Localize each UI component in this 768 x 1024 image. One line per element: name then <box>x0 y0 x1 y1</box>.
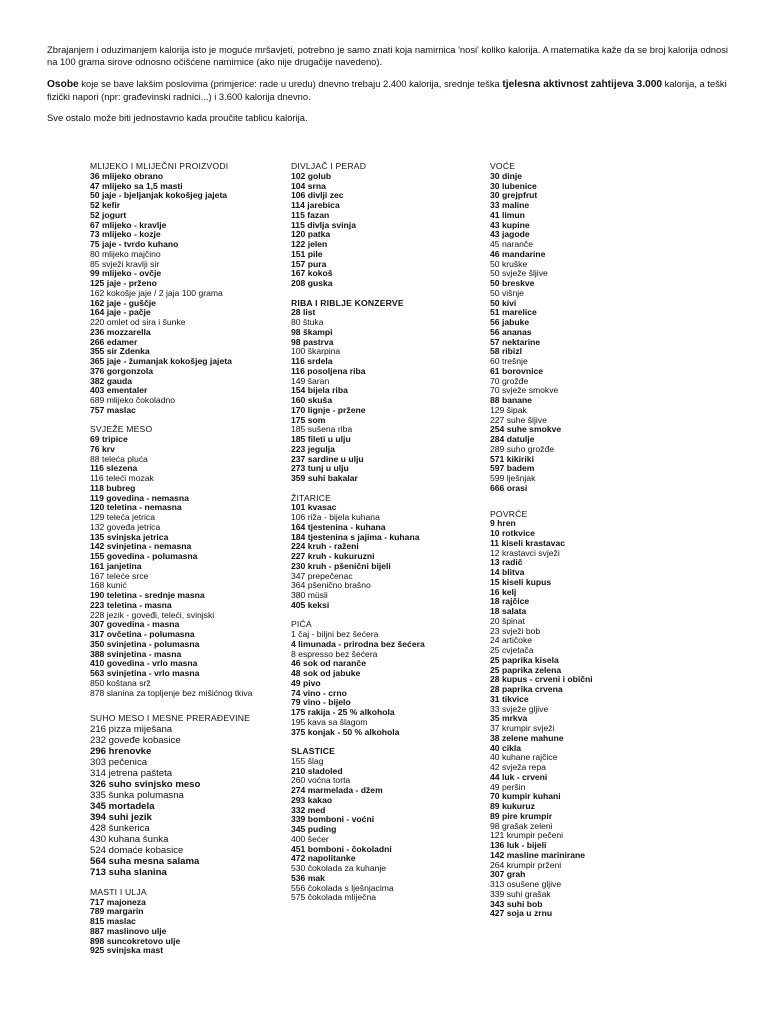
food-calorie-entry: 184 tjestenina s jajima - kuhana <box>291 531 420 542</box>
food-calorie-entry: 98 grašak zeleni <box>490 820 553 831</box>
food-calorie-entry: 210 sladoled <box>291 765 343 776</box>
food-calorie-entry: 61 borovnice <box>490 365 544 376</box>
food-category-section <box>90 714 285 878</box>
category-heading: RIBA I RIBLJE KONZERVE <box>291 297 404 308</box>
food-calorie-entry: 380 müsli <box>291 590 328 600</box>
food-calorie-entry: 161 janjetina <box>90 560 142 571</box>
food-category-section <box>90 888 285 956</box>
food-calorie-entry: 230 kruh - pšenični bijeli <box>291 560 391 571</box>
food-calorie-entry: 13 radič <box>490 557 523 568</box>
food-calorie-entry: 382 gauda <box>90 375 133 386</box>
food-calorie-entry: 60 trešnje <box>490 356 528 366</box>
calorie-column-3 <box>490 162 690 929</box>
food-calorie-entry: 185 fileti u ulju <box>291 434 351 444</box>
food-calorie-entry: 104 srna <box>291 180 326 191</box>
food-calorie-entry: 224 kruh - raženi <box>291 541 359 552</box>
food-calorie-entry: 30 grejpfrut <box>490 190 538 201</box>
food-calorie-entry: 120 patka <box>291 229 331 240</box>
food-calorie-entry: 339 suhi grašak <box>490 888 551 899</box>
food-calorie-entry: 38 zelene mahune <box>490 732 564 743</box>
category-heading: SLASTICE <box>291 746 336 756</box>
food-calorie-entry: 12 krastavci svježi <box>490 547 560 558</box>
food-calorie-entry: 195 kava sa šlagom <box>291 716 368 727</box>
food-calorie-entry: 289 suho grožđe <box>490 443 555 454</box>
food-calorie-entry: 347 prepečenac <box>291 570 353 581</box>
food-calorie-entry: 10 rotkvice <box>490 528 535 538</box>
food-calorie-entry: 208 guska <box>291 278 333 288</box>
food-calorie-entry: 160 skuša <box>291 395 333 405</box>
food-calorie-entry: 216 pizza miješana <box>90 724 173 735</box>
food-calorie-entry: 898 suncokretovo ulje <box>90 935 181 946</box>
food-calorie-entry: 50 kivi <box>490 297 517 308</box>
food-calorie-entry: 293 kakao <box>291 794 333 805</box>
food-calorie-entry: 28 paprika crvena <box>490 684 563 694</box>
food-calorie-entry: 350 svinjetina - polumasna <box>90 638 200 649</box>
food-calorie-entry: 157 pura <box>291 258 327 269</box>
food-calorie-entry: 106 divlji zec <box>291 190 344 201</box>
food-calorie-entry: 597 badem <box>490 463 535 474</box>
food-calorie-entry: 162 kokošje jaje / 2 jaja 100 grama <box>90 287 223 298</box>
food-calorie-entry: 236 mozzarella <box>90 326 151 337</box>
food-calorie-entry: 430 kuhana šunka <box>90 834 169 845</box>
food-calorie-entry: 20 špinat <box>490 615 525 626</box>
food-calorie-entry: 339 bomboni - voćni <box>291 814 375 825</box>
food-category-section <box>90 162 285 416</box>
food-calorie-entry: 89 pire krumpir <box>490 810 553 821</box>
food-calorie-entry: 135 svinjska jetrica <box>90 531 169 542</box>
food-calorie-entry: 25 cvjetača <box>490 645 534 655</box>
food-calorie-entry: 335 šunka polumasna <box>90 790 184 801</box>
food-calorie-entry: 925 svinjska mast <box>90 945 164 956</box>
food-calorie-entry: 50 svježe šljive <box>490 268 548 279</box>
food-calorie-entry: 1 čaj - biljni bez šećera <box>291 629 379 639</box>
food-calorie-entry: 427 soja u zrnu <box>490 908 553 919</box>
food-calorie-entry: 266 edamer <box>90 336 138 347</box>
food-category-section <box>291 747 486 903</box>
category-heading: POVRĆE <box>490 508 528 519</box>
food-calorie-entry: 296 hrenovke <box>90 746 152 757</box>
food-calorie-entry: 376 gorgonzola <box>90 365 154 376</box>
category-heading: MLIJEKO I MLIJEČNI PROIZVODI <box>90 161 229 171</box>
food-calorie-entry: 70 svježe smokve <box>490 385 559 396</box>
food-calorie-entry: 260 voćna torta <box>291 775 351 786</box>
food-calorie-entry: 190 teletina - srednje masna <box>90 590 205 600</box>
food-calorie-entry: 52 kefir <box>90 200 121 210</box>
food-calorie-entry: 11 kiseli krastavac <box>490 537 566 548</box>
food-calorie-entry: 375 konjak - 50 % alkohola <box>291 726 400 737</box>
food-calorie-entry: 50 breskve <box>490 278 535 288</box>
food-category-section <box>490 510 690 920</box>
food-calorie-entry: 129 teleća jetrica <box>90 512 155 522</box>
food-calorie-entry: 689 mlijeko čokoladno <box>90 395 176 405</box>
food-calorie-entry: 345 puding <box>291 824 337 834</box>
food-calorie-entry: 75 jaje - tvrdo kuhano <box>90 239 179 249</box>
food-calorie-entry: 23 svježi bob <box>490 625 541 636</box>
food-calorie-entry: 850 koštana srž <box>90 677 151 688</box>
food-calorie-entry: 50 kruške <box>490 258 528 269</box>
food-calorie-entry: 41 limun <box>490 209 525 220</box>
food-calorie-entry: 30 dinje <box>490 170 522 181</box>
food-calorie-entry: 51 marelice <box>490 307 537 318</box>
food-calorie-entry: 878 slanina za topljenje bez mišićnog tkiva <box>90 687 253 698</box>
food-calorie-entry: 175 rakija - 25 % alkohola <box>291 707 395 717</box>
food-calorie-entry: 237 sardine u ulju <box>291 453 364 464</box>
food-calorie-entry: 18 salata <box>490 606 527 616</box>
food-calorie-entry: 35 mrkva <box>490 713 528 724</box>
food-calorie-entry: 46 sok od naranče <box>291 658 366 669</box>
food-calorie-entry: 116 slezena <box>90 463 138 474</box>
food-calorie-entry: 49 pivo <box>291 677 321 688</box>
food-calorie-entry: 114 jarebica <box>291 200 340 210</box>
food-calorie-entry: 74 vino - crno <box>291 687 347 698</box>
food-calorie-entry: 57 nektarine <box>490 336 541 347</box>
food-calorie-entry: 154 bijela riba <box>291 385 348 396</box>
food-calorie-entry: 254 suhe smokve <box>490 424 562 435</box>
food-calorie-entry: 125 jaje - prženo <box>90 278 157 288</box>
food-calorie-entry: 451 bomboni - čokoladni <box>291 843 392 854</box>
food-calorie-entry: 15 kiseli kupus <box>490 576 552 587</box>
food-calorie-entry: 116 teleći mozak <box>90 473 154 483</box>
intro-paragraph-daily-needs <box>47 78 737 103</box>
food-calorie-entry: 388 svinjetina - masna <box>90 648 182 659</box>
food-calorie-entry: 313 osušene gljive <box>490 879 562 889</box>
food-calorie-entry: 129 šipak <box>490 404 527 415</box>
food-calorie-entry: 332 med <box>291 804 326 815</box>
food-calorie-entry: 28 kupus - crveni i obični <box>490 674 593 685</box>
food-calorie-entry: 25 paprika zelena <box>490 664 562 675</box>
food-calorie-entry: 530 čokolada za kuhanje <box>291 863 387 873</box>
food-calorie-entry: 274 marmelada - džem <box>291 785 383 795</box>
food-calorie-entry: 167 kokoš <box>291 268 333 279</box>
food-calorie-entry: 365 jaje - žumanjak kokošjeg jajeta <box>90 356 232 366</box>
food-calorie-entry: 102 golub <box>291 170 332 181</box>
food-calorie-entry: 100 škarpina <box>291 346 341 357</box>
food-calorie-entry: 314 jetrena pašteta <box>90 768 173 779</box>
food-category-section <box>90 425 285 698</box>
food-calorie-entry: 345 mortadela <box>90 801 155 812</box>
food-category-section <box>291 620 486 737</box>
food-calorie-entry: 24 artičoke <box>490 635 533 646</box>
food-calorie-entry: 42 svježa repa <box>490 762 546 772</box>
food-calorie-entry: 37 krumpir svježi <box>490 723 555 733</box>
category-heading: MASTI I ULJA <box>90 886 147 897</box>
food-calorie-entry: 88 teleća pluća <box>90 453 148 464</box>
food-calorie-entry: 524 domaće kobasice <box>90 845 184 856</box>
food-calorie-entry: 264 krumpir prženi <box>490 859 562 870</box>
food-calorie-entry: 40 kuhane rajčice <box>490 752 558 763</box>
intro-text-part: koje se bave lakšim poslovima (primjerice: rade u uredu) dnevno trebaju 2.400 kalorija, srednje teška <box>78 78 503 89</box>
food-calorie-entry: 70 grožđe <box>490 375 529 386</box>
food-calorie-entry: 428 šunkerica <box>90 823 150 834</box>
food-calorie-entry: 122 jelen <box>291 239 328 249</box>
food-calorie-entry: 815 maslac <box>90 916 136 926</box>
food-calorie-entry: 400 šećer <box>291 833 329 844</box>
food-calorie-entry: 56 ananas <box>490 326 532 337</box>
food-calorie-entry: 223 jegulja <box>291 443 335 454</box>
food-calorie-entry: 164 tjestenina - kuhana <box>291 521 386 532</box>
calorie-column-2 <box>291 162 486 913</box>
category-heading: VOĆE <box>490 161 516 171</box>
food-calorie-entry: 48 sok od jabuke <box>291 668 361 678</box>
food-calorie-entry: 717 majoneza <box>90 896 146 907</box>
food-calorie-entry: 98 škampi <box>291 326 333 337</box>
food-calorie-entry: 220 omlet od sira i šunke <box>90 317 186 327</box>
food-calorie-entry: 155 šlag <box>291 755 324 766</box>
food-category-section <box>291 162 486 289</box>
food-calorie-entry: 326 suho svinjsko meso <box>90 779 201 790</box>
food-calorie-entry: 175 som <box>291 414 326 425</box>
food-calorie-entry: 33 maline <box>490 200 530 210</box>
food-calorie-entry: 170 lignje - pržene <box>291 404 366 415</box>
food-category-section <box>490 162 690 494</box>
food-calorie-entry: 405 keksi <box>291 599 330 610</box>
food-calorie-entry: 47 mlijeko sa 1,5 masti <box>90 180 183 191</box>
food-calorie-entry: 403 ementaler <box>90 385 148 396</box>
food-calorie-entry: 31 tikvice <box>490 693 529 704</box>
food-calorie-entry: 98 pastrva <box>291 336 334 347</box>
food-calorie-entry: 80 mlijeko majčino <box>90 248 161 259</box>
food-calorie-entry: 151 pile <box>291 248 323 259</box>
food-calorie-entry: 79 vino - bijelo <box>291 697 351 708</box>
food-calorie-entry: 4 limunada - prirodna bez šećera <box>291 638 425 649</box>
food-calorie-entry: 28 list <box>291 307 316 318</box>
food-calorie-entry: 50 jaje - bjeljanjak kokošjeg jajeta <box>90 190 228 201</box>
food-calorie-entry: 599 lješnjak <box>490 473 536 483</box>
food-calorie-entry: 76 krv <box>90 443 115 454</box>
intro-text-part: kalorija, a teški fizički napori (npr: građevinski radnici...) i 3.600 kalorija dnevno. <box>47 78 727 102</box>
food-calorie-entry: 713 suha slanina <box>90 867 167 878</box>
food-calorie-entry: 355 sir Zdenka <box>90 346 150 357</box>
food-calorie-entry: 556 čokolada s lješnjacima <box>291 882 394 893</box>
food-calorie-entry: 44 luk - crveni <box>490 771 548 782</box>
food-calorie-entry: 118 bubreg <box>90 482 136 493</box>
food-calorie-entry: 16 kelj <box>490 586 517 597</box>
food-calorie-entry: 132 goveđa jetrica <box>90 521 161 532</box>
food-calorie-entry: 364 pšenično brašno <box>291 580 371 591</box>
food-calorie-entry: 571 kikiriki <box>490 453 534 464</box>
food-calorie-entry: 142 masline marinirane <box>490 849 586 860</box>
food-calorie-entry: 757 maslac <box>90 404 136 415</box>
food-calorie-entry: 343 suhi bob <box>490 898 543 909</box>
food-calorie-entry: 46 mandarine <box>490 248 546 259</box>
category-heading: PIĆA <box>291 619 312 630</box>
food-calorie-entry: 43 kupine <box>490 219 530 230</box>
food-calorie-entry: 536 mak <box>291 872 325 883</box>
food-calorie-entry: 49 peršin <box>490 781 526 792</box>
food-calorie-entry: 564 suha mesna salama <box>90 856 200 867</box>
food-calorie-entry: 227 kruh - kukuruzni <box>291 551 375 561</box>
category-heading: DIVLJAČ I PERAD <box>291 161 367 171</box>
food-calorie-entry: 116 posoljena riba <box>291 365 366 376</box>
food-calorie-entry: 359 suhi bakalar <box>291 473 358 483</box>
food-category-section <box>291 494 486 611</box>
food-calorie-entry: 167 teleće srce <box>90 570 149 581</box>
food-calorie-entry: 575 čokolada mliječna <box>291 892 377 903</box>
food-calorie-entry: 33 svježe gljive <box>490 703 549 714</box>
food-calorie-entry: 56 jabuke <box>490 317 530 327</box>
food-calorie-entry: 394 suhi jezik <box>90 812 152 823</box>
food-calorie-entry: 106 riža - bijela kuhana <box>291 512 380 522</box>
intro-paragraph-closing: Sve ostalo može biti jednostavno kada proučite tablicu kalorija. <box>47 112 308 123</box>
food-calorie-entry: 25 paprika kisela <box>490 654 559 665</box>
food-calorie-entry: 115 divlja svinja <box>291 219 356 230</box>
food-calorie-entry: 89 kukuruz <box>490 801 535 811</box>
food-calorie-entry: 99 mlijeko - ovčje <box>90 268 162 279</box>
food-calorie-entry: 273 tunj u ulju <box>291 463 349 474</box>
food-calorie-entry: 70 kumpir kuhani <box>490 791 561 802</box>
food-calorie-entry: 223 teletina - masna <box>90 599 172 610</box>
food-calorie-entry: 410 govedina - vrlo masna <box>90 658 198 669</box>
food-calorie-entry: 164 jaje - pačje <box>90 307 151 318</box>
food-calorie-entry: 307 grah <box>490 869 526 880</box>
food-calorie-entry: 185 sušena riba <box>291 424 353 435</box>
food-calorie-entry: 115 fazan <box>291 209 330 220</box>
food-calorie-entry: 232 goveđe kobasice <box>90 735 181 746</box>
food-calorie-entry: 307 govedina - masna <box>90 619 180 630</box>
food-calorie-entry: 30 lubenice <box>490 180 537 191</box>
food-calorie-entry: 116 srdela <box>291 356 333 366</box>
food-calorie-entry: 472 napolitanke <box>291 853 356 864</box>
intro-lead-word: Osobe <box>47 79 79 90</box>
intro-emphasis: tjelesna aktivnost zahtijeva 3.000 <box>502 79 663 90</box>
food-calorie-entry: 789 margarin <box>90 906 144 917</box>
food-calorie-entry: 149 šaran <box>291 375 330 386</box>
food-calorie-entry: 136 luk - bijeli <box>490 840 547 850</box>
food-calorie-entry: 43 jagode <box>490 229 530 240</box>
food-calorie-entry: 80 štuka <box>291 317 324 327</box>
food-calorie-entry: 563 svinjetina - vrlo masna <box>90 668 200 678</box>
category-heading: SUHO MESO I MESNE PRERAĐEVINE <box>90 713 251 724</box>
category-heading: SVJEŽE MESO <box>90 424 153 435</box>
food-calorie-entry: 121 krumpir pečeni <box>490 830 564 841</box>
food-calorie-entry: 18 rajčice <box>490 596 530 607</box>
food-category-section <box>291 299 486 484</box>
intro-paragraph-calories: Zbrajanjem i oduzimanjem kalorija isto je moguće mršavjeti, potrebno je samo znati koja namirnica 'nosi' koliko kalorija. A matematika kaže da se broj kalorija odnosi na 100 grama sirove odnosno očišćene namirnice (ako nije drugačije navedeno). <box>47 44 728 67</box>
food-calorie-entry: 58 ribizl <box>490 346 522 357</box>
food-calorie-entry: 119 govedina - nemasna <box>90 492 189 503</box>
food-calorie-entry: 9 hren <box>490 518 516 529</box>
food-calorie-entry: 14 blitva <box>490 567 525 577</box>
food-calorie-entry: 85 svježi kravlji sir <box>90 258 160 269</box>
food-calorie-entry: 666 orasi <box>490 482 528 493</box>
food-calorie-entry: 88 banane <box>490 395 533 405</box>
food-calorie-entry: 168 kunić <box>90 580 127 591</box>
food-calorie-entry: 284 datulje <box>490 434 535 444</box>
food-calorie-entry: 120 teletina - nemasna <box>90 502 182 513</box>
food-calorie-entry: 227 suhe šljive <box>490 414 547 425</box>
food-calorie-entry: 101 kvasac <box>291 502 337 513</box>
food-calorie-entry: 887 maslinovo ulje <box>90 925 167 936</box>
food-calorie-entry: 67 mlijeko - kravlje <box>90 219 167 230</box>
food-calorie-entry: 52 jogurt <box>90 209 127 220</box>
food-calorie-entry: 303 pečenica <box>90 757 148 768</box>
food-calorie-entry: 45 naranče <box>490 239 534 249</box>
food-calorie-entry: 155 govedina - polumasna <box>90 551 198 561</box>
food-calorie-entry: 142 svinjetina - nemasna <box>90 541 192 552</box>
food-calorie-entry: 317 ovčetina - polumasna <box>90 629 195 639</box>
food-calorie-entry: 36 mlijeko obrano <box>90 170 164 181</box>
category-heading: ŽITARICE <box>291 492 332 503</box>
food-calorie-entry: 228 jezik - goveđi, teleći, svinjski <box>90 609 215 620</box>
food-calorie-entry: 8 espresso bez šećera <box>291 648 378 659</box>
food-calorie-entry: 73 mlijeko - kozje <box>90 229 161 240</box>
food-calorie-entry: 69 tripice <box>90 434 128 444</box>
food-calorie-entry: 40 cikla <box>490 742 522 753</box>
calorie-column-1 <box>90 162 285 966</box>
food-calorie-entry: 162 jaje - guščje <box>90 297 156 308</box>
food-calorie-entry: 50 višnje <box>490 287 524 298</box>
